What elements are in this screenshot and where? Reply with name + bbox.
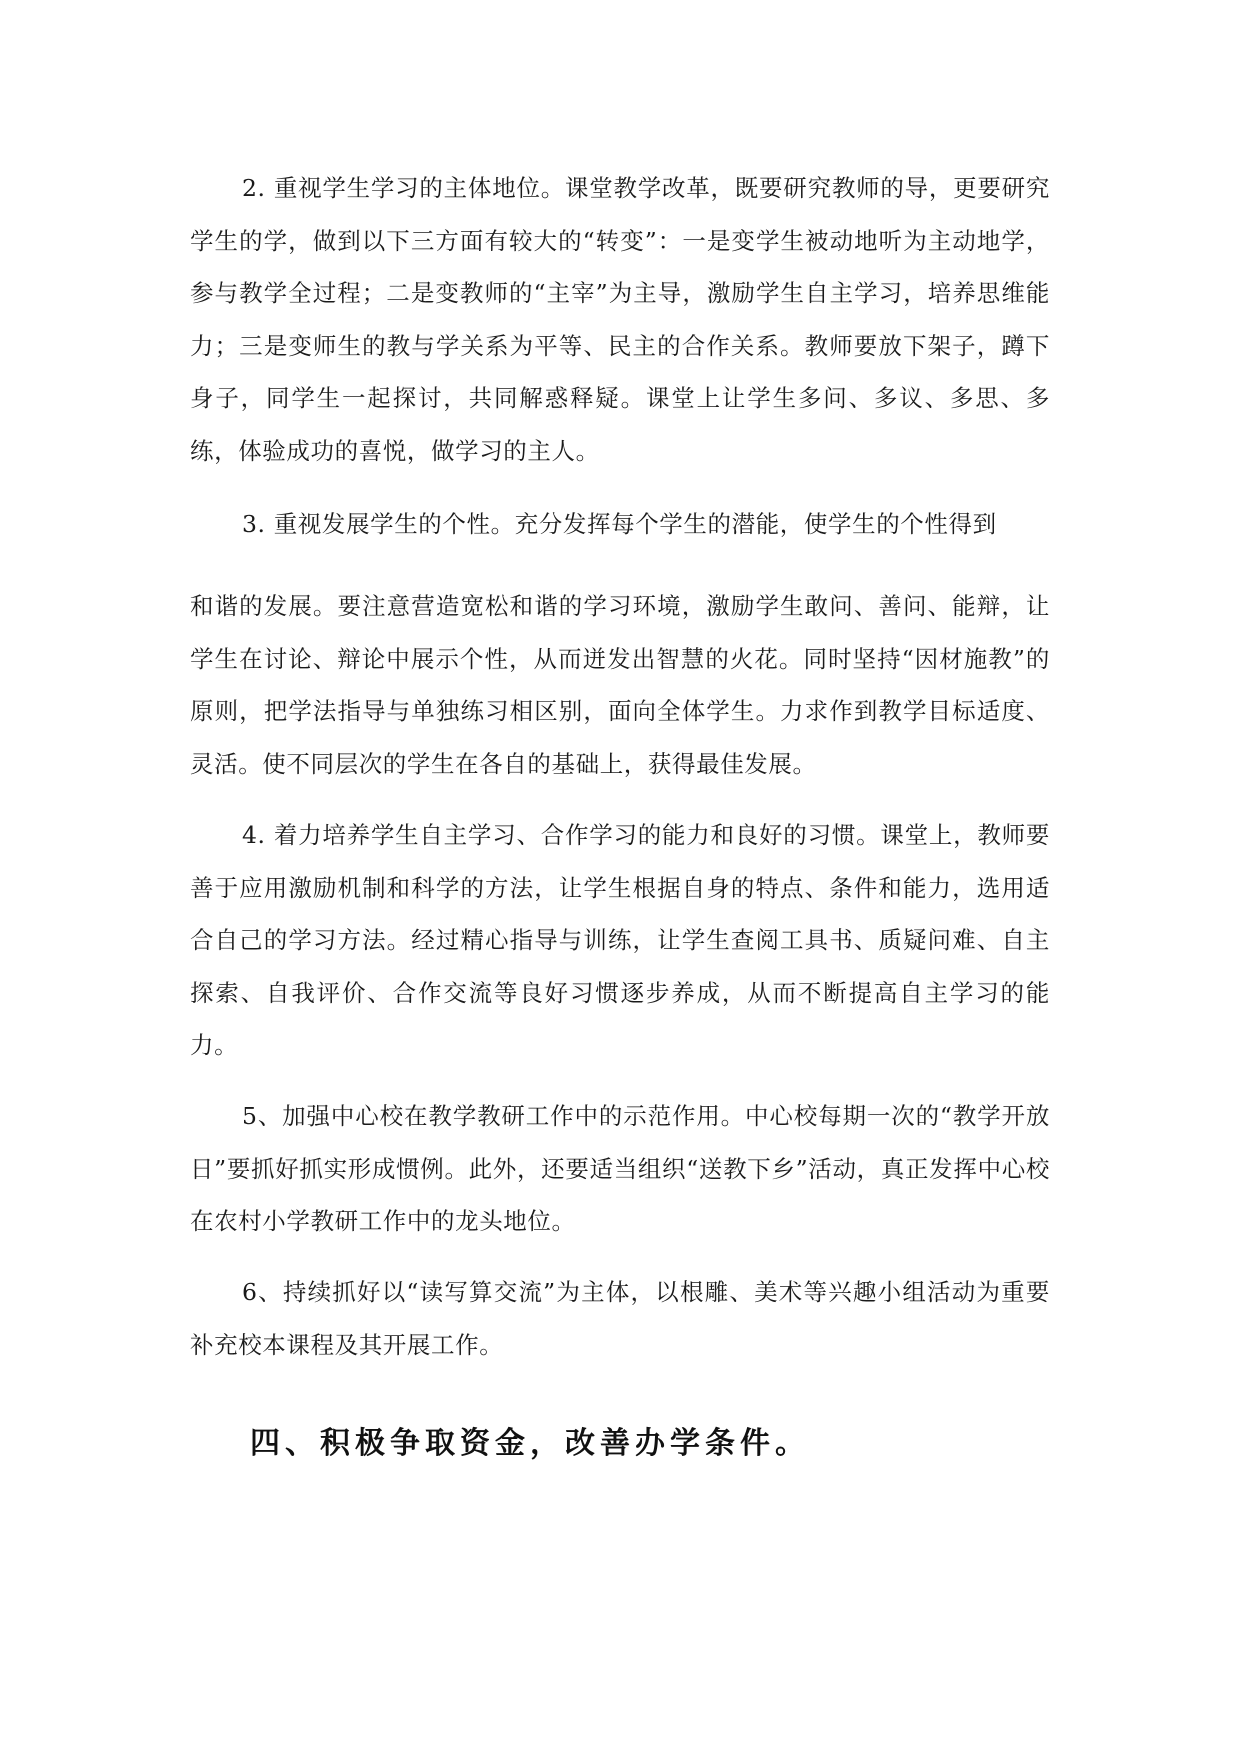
paragraph-6-school-curriculum: 6、持续抓好以“读写算交流”为主体，以根雕、美术等兴趣小组活动为重要补充校本课程及其开展工作。	[190, 1278, 1050, 1359]
section-heading-funding: 四、积极争取资金，改善办学条件。	[250, 1426, 810, 1461]
paragraph-3-continuation: 和谐的发展。要注意营造宽松和谐的学习环境，激励学生敢问、善问、能辩，让学生在讨论、辩论中展示个性，从而迸发出智慧的火花。同时坚持“因材施教”的原则，把学法指导与单独练习相区别，面向全体学生。力求作到教学目标适度、灵活。使不同层次的学生在各自的基础上，获得最佳发展。	[190, 592, 1050, 778]
paragraph-4-self-learning: 4. 着力培养学生自主学习、合作学习的能力和良好的习惯。课堂上，教师要善于应用激励机制和科学的方法，让学生根据自身的特点、条件和能力，选用适合自己的学习方法。经过精心指导与训练，让学生查阅工具书、质疑问难、自主探索、自我评价、合作交流等良好习惯逐步养成，从而不断提高自主学习的能力。	[190, 821, 1050, 1059]
paragraph-5-central-school: 5、加强中心校在教学教研工作中的示范作用。中心校每期一次的“教学开放日”要抓好抓实形成惯例。此外，还要适当组织“送教下乡”活动，真正发挥中心校在农村小学教研工作中的龙头地位。	[190, 1102, 1050, 1235]
paragraph-2-student-subject: 2. 重视学生学习的主体地位。课堂教学改革，既要研究教师的导，更要研究学生的学，做到以下三方面有较大的“转变”：一是变学生被动地听为主动地学，参与教学全过程；二是变教师的“主宰”为主导，激励学生自主学习，培养思维能力；三是变师生的教与学关系为平等、民主的合作关系。教师要放下架子，蹲下身子，同学生一起探讨，共同解惑释疑。课堂上让学生多问、多议、多思、多练，体验成功的喜悦，做学习的主人。	[190, 174, 1050, 465]
paragraph-3-student-individuality: 3. 重视发展学生的个性。充分发挥每个学生的潜能，使学生的个性得到	[242, 510, 997, 538]
